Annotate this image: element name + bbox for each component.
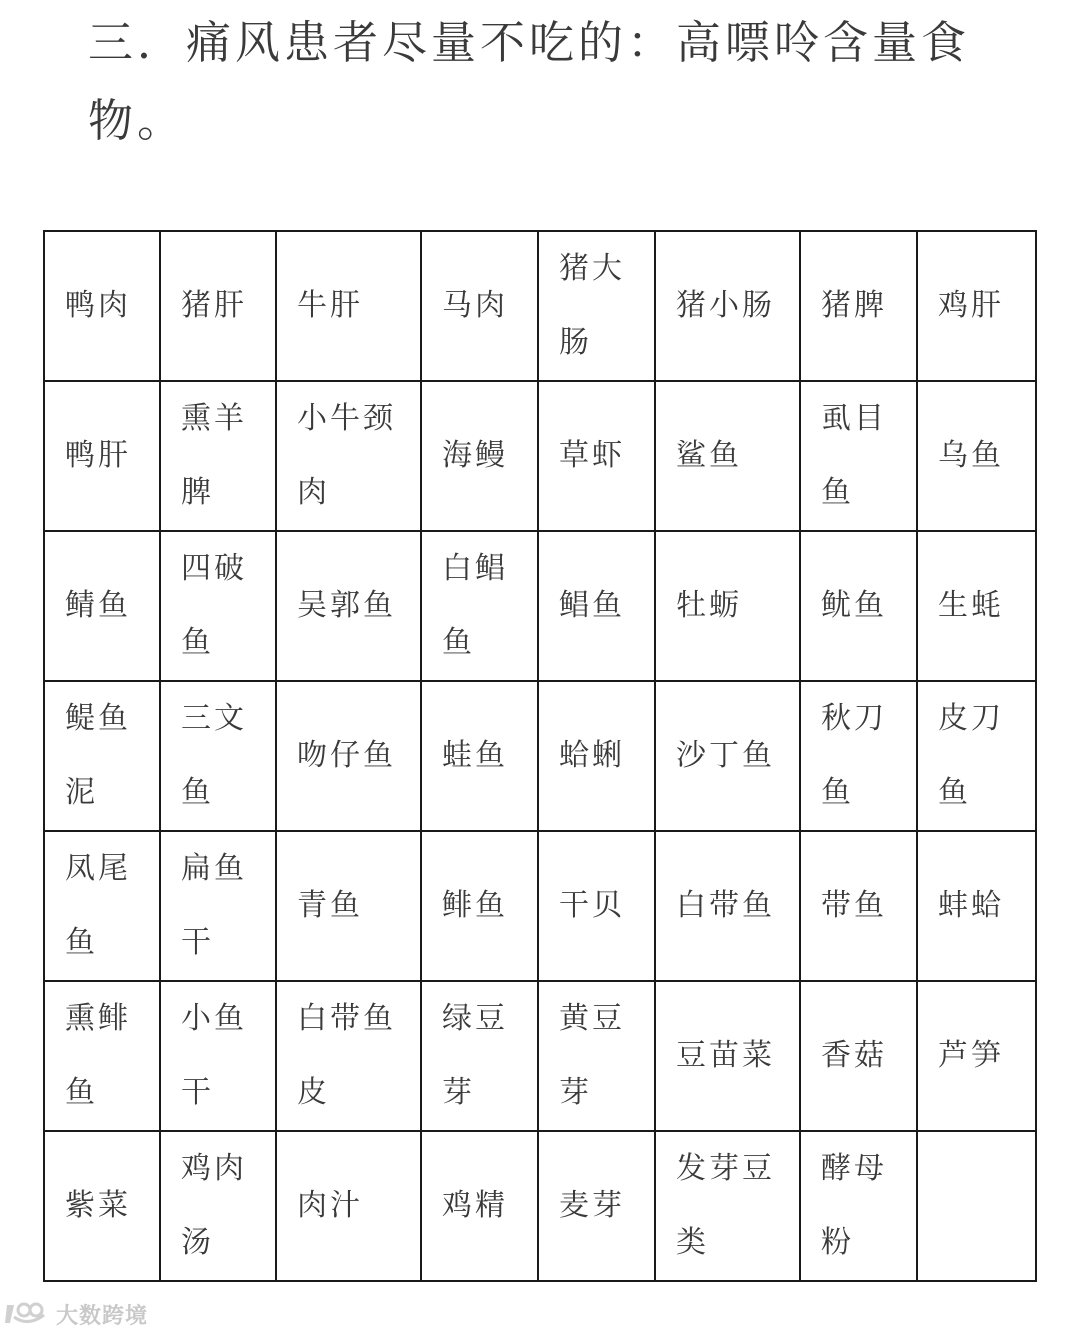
- table-row: [44, 681, 1036, 831]
- table-cell: 肉汁: [276, 1131, 421, 1281]
- table-cell: 熏鲱鱼: [44, 981, 160, 1131]
- table-cell: 蚌蛤: [917, 831, 1036, 981]
- watermark-text: 大数跨境: [56, 1303, 149, 1329]
- table-cell: 牡蛎: [655, 531, 800, 681]
- table-row: [44, 981, 1036, 1131]
- table-cell: 酵母粉: [800, 1131, 917, 1281]
- table-cell: 鸡肝: [917, 231, 1036, 381]
- table-cell: 猪脾: [800, 231, 917, 381]
- table-row: [44, 1131, 1036, 1281]
- table-cell: 鸡精: [421, 1131, 538, 1281]
- table-cell: 海鳗: [421, 381, 538, 531]
- table-cell: 蛙鱼: [421, 681, 538, 831]
- table-cell: 皮刀鱼: [917, 681, 1036, 831]
- table-cell: 绿豆芽: [421, 981, 538, 1131]
- table-cell: 白鲳鱼: [421, 531, 538, 681]
- table-cell: 吻仔鱼: [276, 681, 421, 831]
- table-cell: 草虾: [538, 381, 655, 531]
- table-cell: 马肉: [421, 231, 538, 381]
- table-row: [44, 831, 1036, 981]
- table-cell: 猪肝: [160, 231, 276, 381]
- table-cell: 青鱼: [276, 831, 421, 981]
- table-cell: 鸭肝: [44, 381, 160, 531]
- table-cell: 鸡肉汤: [160, 1131, 276, 1281]
- table-cell: 麦芽: [538, 1131, 655, 1281]
- table-cell: 干贝: [538, 831, 655, 981]
- table-cell: 扁鱼干: [160, 831, 276, 981]
- table-cell: 虱目鱼: [800, 381, 917, 531]
- table-cell: 牛肝: [276, 231, 421, 381]
- table-cell: 生蚝: [917, 531, 1036, 681]
- table-row: [44, 381, 1036, 531]
- table-cell: 秋刀鱼: [800, 681, 917, 831]
- table-cell: 香菇: [800, 981, 917, 1131]
- table-cell: 鲭鱼: [44, 531, 160, 681]
- table-cell: 鸭肉: [44, 231, 160, 381]
- table-cell: 鳀鱼泥: [44, 681, 160, 831]
- table-cell: 猪小肠: [655, 231, 800, 381]
- page-heading: 三．痛风患者尽量不吃的：高嘌呤含量食物。: [88, 16, 971, 147]
- table-cell: 猪大肠: [538, 231, 655, 381]
- table-cell: 带鱼: [800, 831, 917, 981]
- table-cell: 四破鱼: [160, 531, 276, 681]
- table-cell: 小鱼干: [160, 981, 276, 1131]
- table-cell: 芦笋: [917, 981, 1036, 1131]
- table-cell: 乌鱼: [917, 381, 1036, 531]
- table-cell: 黄豆芽: [538, 981, 655, 1131]
- high-purine-food-table: [43, 230, 1037, 1282]
- table-cell: 鱿鱼: [800, 531, 917, 681]
- table-cell: 吴郭鱼: [276, 531, 421, 681]
- table-cell: 紫菜: [44, 1131, 160, 1281]
- table-cell: 沙丁鱼: [655, 681, 800, 831]
- table-cell: 鲨鱼: [655, 381, 800, 531]
- table-row: [44, 231, 1036, 381]
- table-cell: 鲳鱼: [538, 531, 655, 681]
- table-cell: 白带鱼皮: [276, 981, 421, 1131]
- watermark: [4, 1298, 148, 1330]
- table-cell: 三文鱼: [160, 681, 276, 831]
- table-cell: 豆苗菜: [655, 981, 800, 1131]
- table-cell: 熏羊脾: [160, 381, 276, 531]
- table-cell: 小牛颈肉: [276, 381, 421, 531]
- table-cell: 白带鱼: [655, 831, 800, 981]
- table-cell: 凤尾鱼: [44, 831, 160, 981]
- table-cell: [917, 1131, 1036, 1281]
- brand-logo-icon: [4, 1301, 52, 1327]
- table-cell: 蛤蜊: [538, 681, 655, 831]
- table-cell: 鲱鱼: [421, 831, 538, 981]
- table-row: [44, 531, 1036, 681]
- table-cell: 发芽豆类: [655, 1131, 800, 1281]
